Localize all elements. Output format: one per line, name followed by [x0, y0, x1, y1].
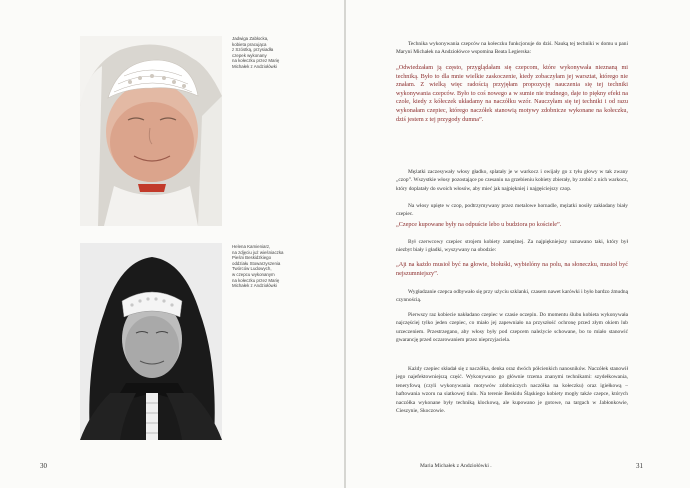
body-paragraph-4 [396, 238, 628, 255]
page-number-left: 30 [40, 462, 47, 470]
caption-2-line: oddziału Stowarzyszenia [232, 260, 281, 266]
running-footer: Maria Michałek z Andziołówki . [420, 463, 492, 469]
body-paragraph-6 [396, 311, 628, 345]
body-paragraph-7 [396, 365, 628, 415]
caption-1-line: na kołeczku przez Marię [232, 58, 280, 64]
caption-1-line: z Szóstką, przysiadła [232, 47, 274, 53]
paragraph-text: Pierwszy raz kobiecie nakładano czepiec w czasie oczepin. Do momentu ślubu kobieta wykonywała najczęściej tylko jeden czepiec, co miało jej zapewniało na przyszłość ochronę przed złym okiem lub urzeczeniem. Przestrzegano, aby włosy były pod czepcem należycie schowane, bo to miało stanowić gwarancję przed oczarowaniem przez nieprzyjaciela. [396, 312, 628, 344]
paragraph-text: Był czerwcowy czepiec strojem kobiety zamężnej. Za najpiękniejszy uznawano taki, który był niezbyt biały i gładki, wyszywany na obodzie: [396, 239, 628, 254]
paragraph-text: Mężatki zaczesywały włosy gładko, splatały je w warkocz i owijały go z tyłu głowy w tak zwany „czop”. Wszystkie włosy pozostające po czesaniu na grzebieniu kobiety zbierały, by zrobić z nich warkocz, który doplatały do swoich włosów, aby mieć jak najpiękniej i najgęściejszy czop. [396, 169, 629, 192]
caption-2-line: Helena Kamieniarz, [232, 244, 271, 249]
caption-2-line: Michałek z Andziołówki [232, 283, 277, 289]
paragraph-text: Technika wykonywania czepców na kołeczku funkcjonuje do dziś. Nauką tej techniki w domu u pani Maryni Michałek na Andziołówce wspomina Beata Legierska: [396, 41, 628, 56]
left-page [0, 0, 344, 488]
body-paragraph-2 [396, 168, 628, 193]
caption-1-line: Michałek z Andziołówki [232, 63, 277, 69]
quote-block-3 [396, 261, 628, 278]
body-paragraph-5 [396, 288, 628, 305]
portrait-illustration-1 [80, 36, 222, 226]
body-paragraph-1 [396, 40, 628, 57]
paragraph-text: Na włosy upięte w czop, podtrzymywany przez metalowe hornadle, mężatki nosiły zakładany biały czepiec. [396, 203, 628, 218]
right-page [346, 0, 690, 488]
paragraph-text: Każdy czepiec składał się z naczółka, denka oraz dwóch półcienkich nanosników. Naczółek stanowił jego najefektowniejszą część. Wykonywano go głównie trzema znanymi technikami: szydełkowania, teneryfową (czyli wykonywania motywów zdobniczych naczółka na kołeczku) oraz igiełkową – haftowania wzoru na siatkowej tiulu. Na terenie Beskidu Śląskiego kobiety mogły także czepce, których naczółka wykonane były techniką klockową, ale kupowano je gotowe, na targach w Jabłonkowie, Cieszynie, Skoczowie. [396, 366, 628, 415]
caption-1-line: kobieta pracująca [232, 41, 267, 47]
quote-block-1 [396, 64, 628, 124]
photo-caption-1 [232, 36, 296, 70]
caption-2-line: Pieśni Beskidzkiego [232, 255, 272, 261]
page-number-right: 31 [636, 462, 643, 470]
caption-2-line: na zdjęciu już wieśniaczka [232, 249, 284, 255]
quote-text: „Czepce kupowane były na odpuście lebo u budziora po kościele”. [396, 221, 562, 228]
body-paragraph-3 [396, 202, 628, 219]
quote-text: „Aji na każdo musioł być na głowie, biołuśki, wybielóny na polu, na słoneczku, musioł być nejszumniejszy”. [396, 261, 628, 277]
quote-text: „Odwiedzałam ją często, przyglądałam się czepcom, które wykonywała nieznaną mi techniką. Było to dla mnie wielkie zaskoczenie, kiedy zobaczyłam jej warsztat, którego nie znałam. Z wielką więc radością przyjęłam propozycję nauczenia się tej techniki wykonywania czepców. Było to coś nowego a w sumie nie trudnego, daje to piękny efekt na czole, kiedy z kółeczek układamy na naczółku wzór. Nauczyłam się tej techniki i od razu wykonałam czepiec, którego naczółek stanowią motywy zdobnicze wykonane na kołeczku, dziś jestem z tej przygody dumna”. [396, 64, 628, 123]
caption-2-line: Twórców Ludowych, [232, 266, 272, 272]
portrait-photo-black-scarf [80, 243, 222, 440]
paragraph-text: Wygładzanie czepca odbywało się przy użyciu szklanki, czasem nawet karówki i było bardzo żmudną czynnością. [396, 289, 629, 304]
quote-block-2 [396, 221, 628, 230]
caption-2-line: na kołeczku przez Marię [232, 277, 280, 283]
caption-2-line: w czepcu wykonanym [232, 271, 275, 277]
portrait-photo-white-bonnet [80, 36, 222, 226]
portrait-illustration-2 [80, 243, 222, 440]
photo-caption-2 [232, 244, 296, 289]
caption-1-line: czepek wykonany [232, 52, 267, 58]
caption-1-line: Jadwiga Zabłocka, [232, 36, 269, 41]
